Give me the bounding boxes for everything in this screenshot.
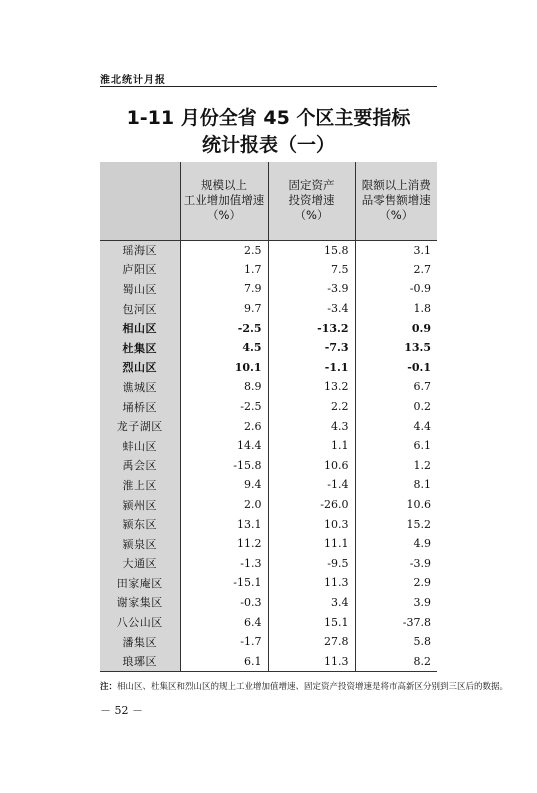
- table-row: [100, 573, 437, 593]
- district-name: 相山区: [100, 318, 180, 338]
- industrial-growth-value: 2.5: [180, 240, 268, 260]
- retail-growth-value: 5.8: [355, 632, 437, 652]
- header-corner-cell: [100, 162, 180, 240]
- industrial-growth-value: 7.9: [180, 279, 268, 299]
- footnote-label: 注：: [100, 682, 118, 692]
- table-row: [100, 632, 437, 652]
- district-name: 蚌山区: [100, 436, 180, 456]
- investment-growth-value: -1.1: [268, 358, 355, 378]
- table-row: [100, 612, 437, 632]
- retail-growth-value: -3.9: [355, 554, 437, 574]
- header-line: 规模以上: [201, 178, 247, 193]
- retail-growth-value: 8.2: [355, 651, 437, 671]
- industrial-growth-value: 2.6: [180, 416, 268, 436]
- investment-growth-value: 7.5: [268, 260, 355, 280]
- statistics-table-container: [100, 162, 437, 672]
- district-name: 包河区: [100, 299, 180, 319]
- footnote: [100, 680, 509, 692]
- footnote-text: 相山区、杜集区和烈山区的规上工业增加值增速、固定资产投资增速是将市高新区分别到三区后的数据。: [117, 682, 509, 692]
- table-row: [100, 416, 437, 436]
- running-head: 淮北统计月报: [100, 75, 166, 86]
- retail-growth-value: 0.2: [355, 397, 437, 417]
- district-name: 颍泉区: [100, 534, 180, 554]
- retail-growth-value: 3.1: [355, 240, 437, 260]
- investment-growth-value: 1.1: [268, 436, 355, 456]
- table-row: [100, 475, 437, 495]
- investment-growth-value: -3.9: [268, 279, 355, 299]
- district-name: 龙子湖区: [100, 416, 180, 436]
- retail-growth-value: 8.1: [355, 475, 437, 495]
- header-line: 工业增加值增速: [183, 193, 265, 208]
- table-row: [100, 514, 437, 534]
- investment-growth-value: 27.8: [268, 632, 355, 652]
- header-investment-growth: [268, 162, 355, 240]
- investment-growth-value: 3.4: [268, 593, 355, 613]
- industrial-growth-value: -2.5: [180, 318, 268, 338]
- header-line: 投资增速: [288, 193, 335, 208]
- industrial-growth-value: 8.9: [180, 377, 268, 397]
- header-retail-growth: [355, 162, 437, 240]
- district-name: 谯城区: [100, 377, 180, 397]
- table-row: [100, 260, 437, 280]
- investment-growth-value: 10.3: [268, 514, 355, 534]
- page-title-line1: 1-11 月份全省 45 个区主要指标: [126, 107, 411, 129]
- retail-growth-value: 1.2: [355, 456, 437, 476]
- header-industrial-growth: [180, 162, 268, 240]
- table-row: [100, 279, 437, 299]
- industrial-growth-value: 6.1: [180, 651, 268, 671]
- investment-growth-value: -1.4: [268, 475, 355, 495]
- industrial-growth-value: 10.1: [180, 358, 268, 378]
- table-row: [100, 436, 437, 456]
- retail-growth-value: 6.1: [355, 436, 437, 456]
- industrial-growth-value: 1.7: [180, 260, 268, 280]
- investment-growth-value: -13.2: [268, 318, 355, 338]
- investment-growth-value: -26.0: [268, 495, 355, 515]
- investment-growth-value: 10.6: [268, 456, 355, 476]
- table-row: [100, 358, 437, 378]
- header-line: 限额以上消费: [361, 178, 431, 193]
- industrial-growth-value: 13.1: [180, 514, 268, 534]
- investment-growth-value: -9.5: [268, 554, 355, 574]
- district-name: 淮上区: [100, 475, 180, 495]
- table-row: [100, 651, 437, 671]
- retail-growth-value: 4.4: [355, 416, 437, 436]
- table-row: [100, 534, 437, 554]
- table-body: [100, 240, 437, 671]
- retail-growth-value: 6.7: [355, 377, 437, 397]
- investment-growth-value: 13.2: [268, 377, 355, 397]
- retail-growth-value: -37.8: [355, 612, 437, 632]
- table-row: [100, 495, 437, 515]
- district-name: 禹会区: [100, 456, 180, 476]
- retail-growth-value: 4.9: [355, 534, 437, 554]
- header-unit: （%）: [207, 208, 241, 223]
- industrial-growth-value: -15.8: [180, 456, 268, 476]
- retail-growth-value: 2.7: [355, 260, 437, 280]
- district-name: 埇桥区: [100, 397, 180, 417]
- retail-growth-value: 2.9: [355, 573, 437, 593]
- investment-growth-value: 15.8: [268, 240, 355, 260]
- retail-growth-value: 1.8: [355, 299, 437, 319]
- header-rule: [100, 86, 437, 87]
- industrial-growth-value: 6.4: [180, 612, 268, 632]
- investment-growth-value: 11.3: [268, 651, 355, 671]
- industrial-growth-value: 2.0: [180, 495, 268, 515]
- district-name: 颍东区: [100, 514, 180, 534]
- industrial-growth-value: -15.1: [180, 573, 268, 593]
- district-name: 潘集区: [100, 632, 180, 652]
- district-name: 琅琊区: [100, 651, 180, 671]
- industrial-growth-value: -0.3: [180, 593, 268, 613]
- district-name: 颍州区: [100, 495, 180, 515]
- investment-growth-value: -3.4: [268, 299, 355, 319]
- table-row: [100, 593, 437, 613]
- district-name: 杜集区: [100, 338, 180, 358]
- industrial-growth-value: -1.3: [180, 554, 268, 574]
- retail-growth-value: 3.9: [355, 593, 437, 613]
- investment-growth-value: 15.1: [268, 612, 355, 632]
- district-name: 蜀山区: [100, 279, 180, 299]
- retail-growth-value: 0.9: [355, 318, 437, 338]
- retail-growth-value: 15.2: [355, 514, 437, 534]
- investment-growth-value: 11.3: [268, 573, 355, 593]
- retail-growth-value: -0.9: [355, 279, 437, 299]
- industrial-growth-value: -1.7: [180, 632, 268, 652]
- investment-growth-value: 4.3: [268, 416, 355, 436]
- investment-growth-value: -7.3: [268, 338, 355, 358]
- header-unit: （%）: [294, 208, 329, 223]
- district-name: 烈山区: [100, 358, 180, 378]
- district-name: 田家庵区: [100, 573, 180, 593]
- table-row: [100, 554, 437, 574]
- district-name: 大通区: [100, 554, 180, 574]
- statistics-table: [100, 162, 437, 672]
- table-row: [100, 456, 437, 476]
- header-line: 固定资产: [288, 178, 335, 193]
- industrial-growth-value: 4.5: [180, 338, 268, 358]
- district-name: 谢家集区: [100, 593, 180, 613]
- district-name: 八公山区: [100, 612, 180, 632]
- table-row: [100, 318, 437, 338]
- district-name: 瑶海区: [100, 240, 180, 260]
- district-name: 庐阳区: [100, 260, 180, 280]
- table-row: [100, 240, 437, 260]
- table-header-row: [100, 162, 437, 240]
- industrial-growth-value: 11.2: [180, 534, 268, 554]
- table-row: [100, 338, 437, 358]
- table-row: [100, 377, 437, 397]
- industrial-growth-value: -2.5: [180, 397, 268, 417]
- industrial-growth-value: 14.4: [180, 436, 268, 456]
- retail-growth-value: 13.5: [355, 338, 437, 358]
- table-row: [100, 299, 437, 319]
- investment-growth-value: 2.2: [268, 397, 355, 417]
- industrial-growth-value: 9.4: [180, 475, 268, 495]
- page-title-line2: 统计报表（一）: [201, 134, 335, 156]
- table-row: [100, 397, 437, 417]
- investment-growth-value: 11.1: [268, 534, 355, 554]
- industrial-growth-value: 9.7: [180, 299, 268, 319]
- retail-growth-value: -0.1: [355, 358, 437, 378]
- header-line: 品零售额增速: [361, 193, 431, 208]
- header-unit: （%）: [379, 208, 414, 223]
- retail-growth-value: 10.6: [355, 495, 437, 515]
- page-number: － 52 －: [100, 704, 143, 717]
